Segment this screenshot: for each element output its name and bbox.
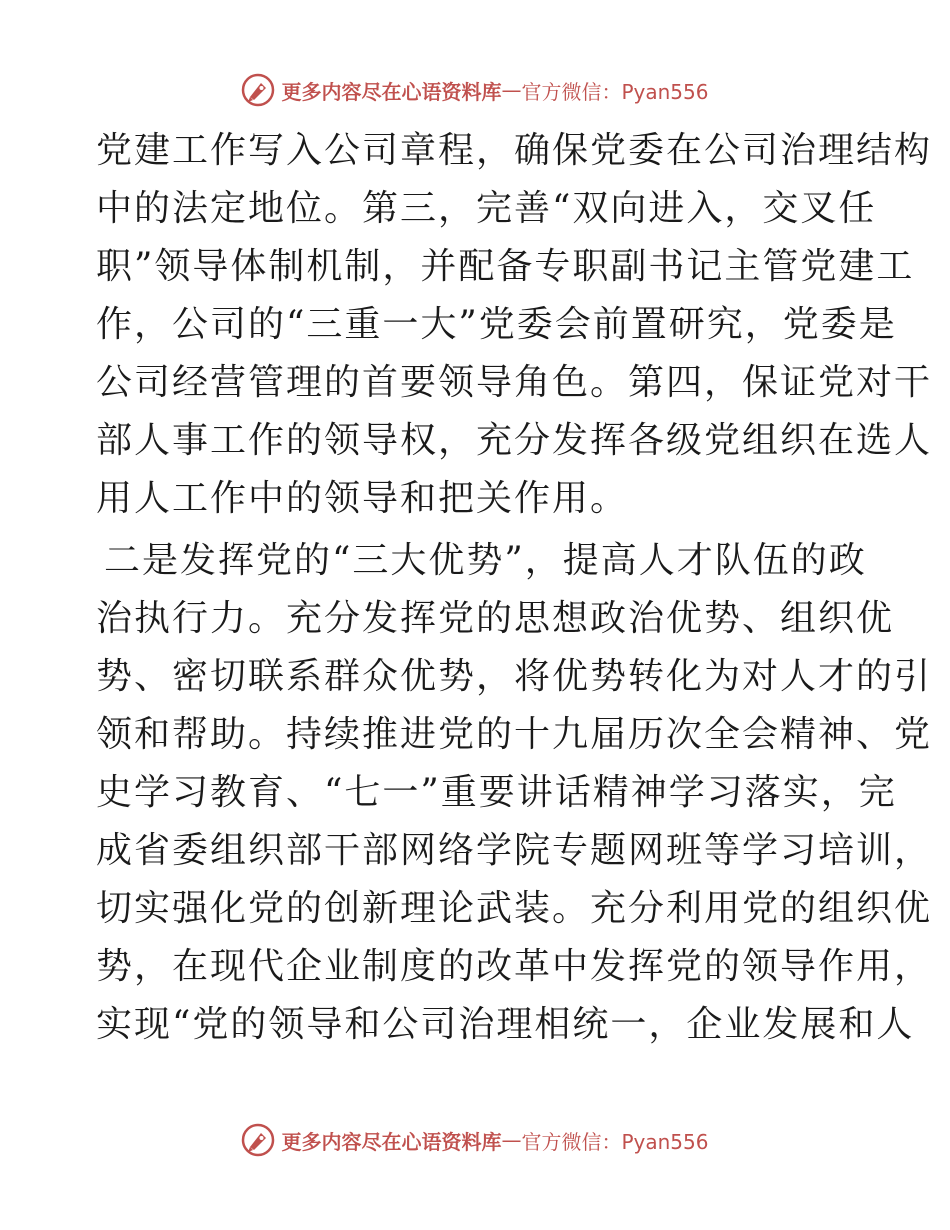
text-line: 切实强化党的创新理论武装。充分利用党的组织优 [96,888,933,929]
text-line: 史学习教育、“七一”重要讲话精神学习落实，完 [96,772,897,813]
text-line: 势，在现代企业制度的改革中发挥党的领导作用， [96,946,933,987]
text-line: 成省委组织部干部网络学院专题网班等学习培训， [96,830,933,871]
watermark-separator: — [501,78,522,102]
pen-nib-circle-icon [241,1123,275,1157]
document-body [96,122,933,1054]
text-line: 部人事工作的领导权，充分发挥各级党组织在选人 [96,420,933,461]
text-line: 用人工作中的领导和把关作用。 [96,478,629,519]
paragraph-1 [96,122,933,528]
text-line: 势、密切联系群众优势，将优势转化为对人才的引 [96,656,933,697]
text-line: 二是发挥党的“三大优势”，提高人才队伍的政 [104,540,867,581]
pen-nib-circle-icon [241,73,275,107]
watermark-brand: 更多内容尽在心语资料库 [281,79,502,104]
text-line: 治执行力。充分发挥党的思想政治优势、组织优 [96,598,895,639]
watermark-account: 官方微信：Pyan556 [521,79,709,104]
watermark-account: 官方微信：Pyan556 [521,1129,709,1154]
watermark-header [0,70,950,110]
text-line: 职”领导体制机制，并配备专职副书记主管党建工 [96,246,915,287]
text-line: 领和帮助。持续推进党的十九届历次全会精神、党 [96,714,933,755]
text-line: 党建工作写入公司章程，确保党委在公司治理结构 [96,130,933,171]
text-line: 实现“党的领导和公司治理相统一，企业发展和人 [96,1004,915,1045]
text-line: 公司经营管理的首要领导角色。第四，保证党对干 [96,362,933,403]
text-line: 中的法定地位。第三，完善“双向进入，交叉任 [96,188,877,229]
paragraph-2 [96,532,933,1054]
watermark-footer [0,1120,950,1160]
watermark-separator: — [501,1128,522,1152]
text-line: 作，公司的“三重一大”党委会前置研究，党委是 [96,304,897,345]
watermark-brand: 更多内容尽在心语资料库 [281,1129,502,1154]
